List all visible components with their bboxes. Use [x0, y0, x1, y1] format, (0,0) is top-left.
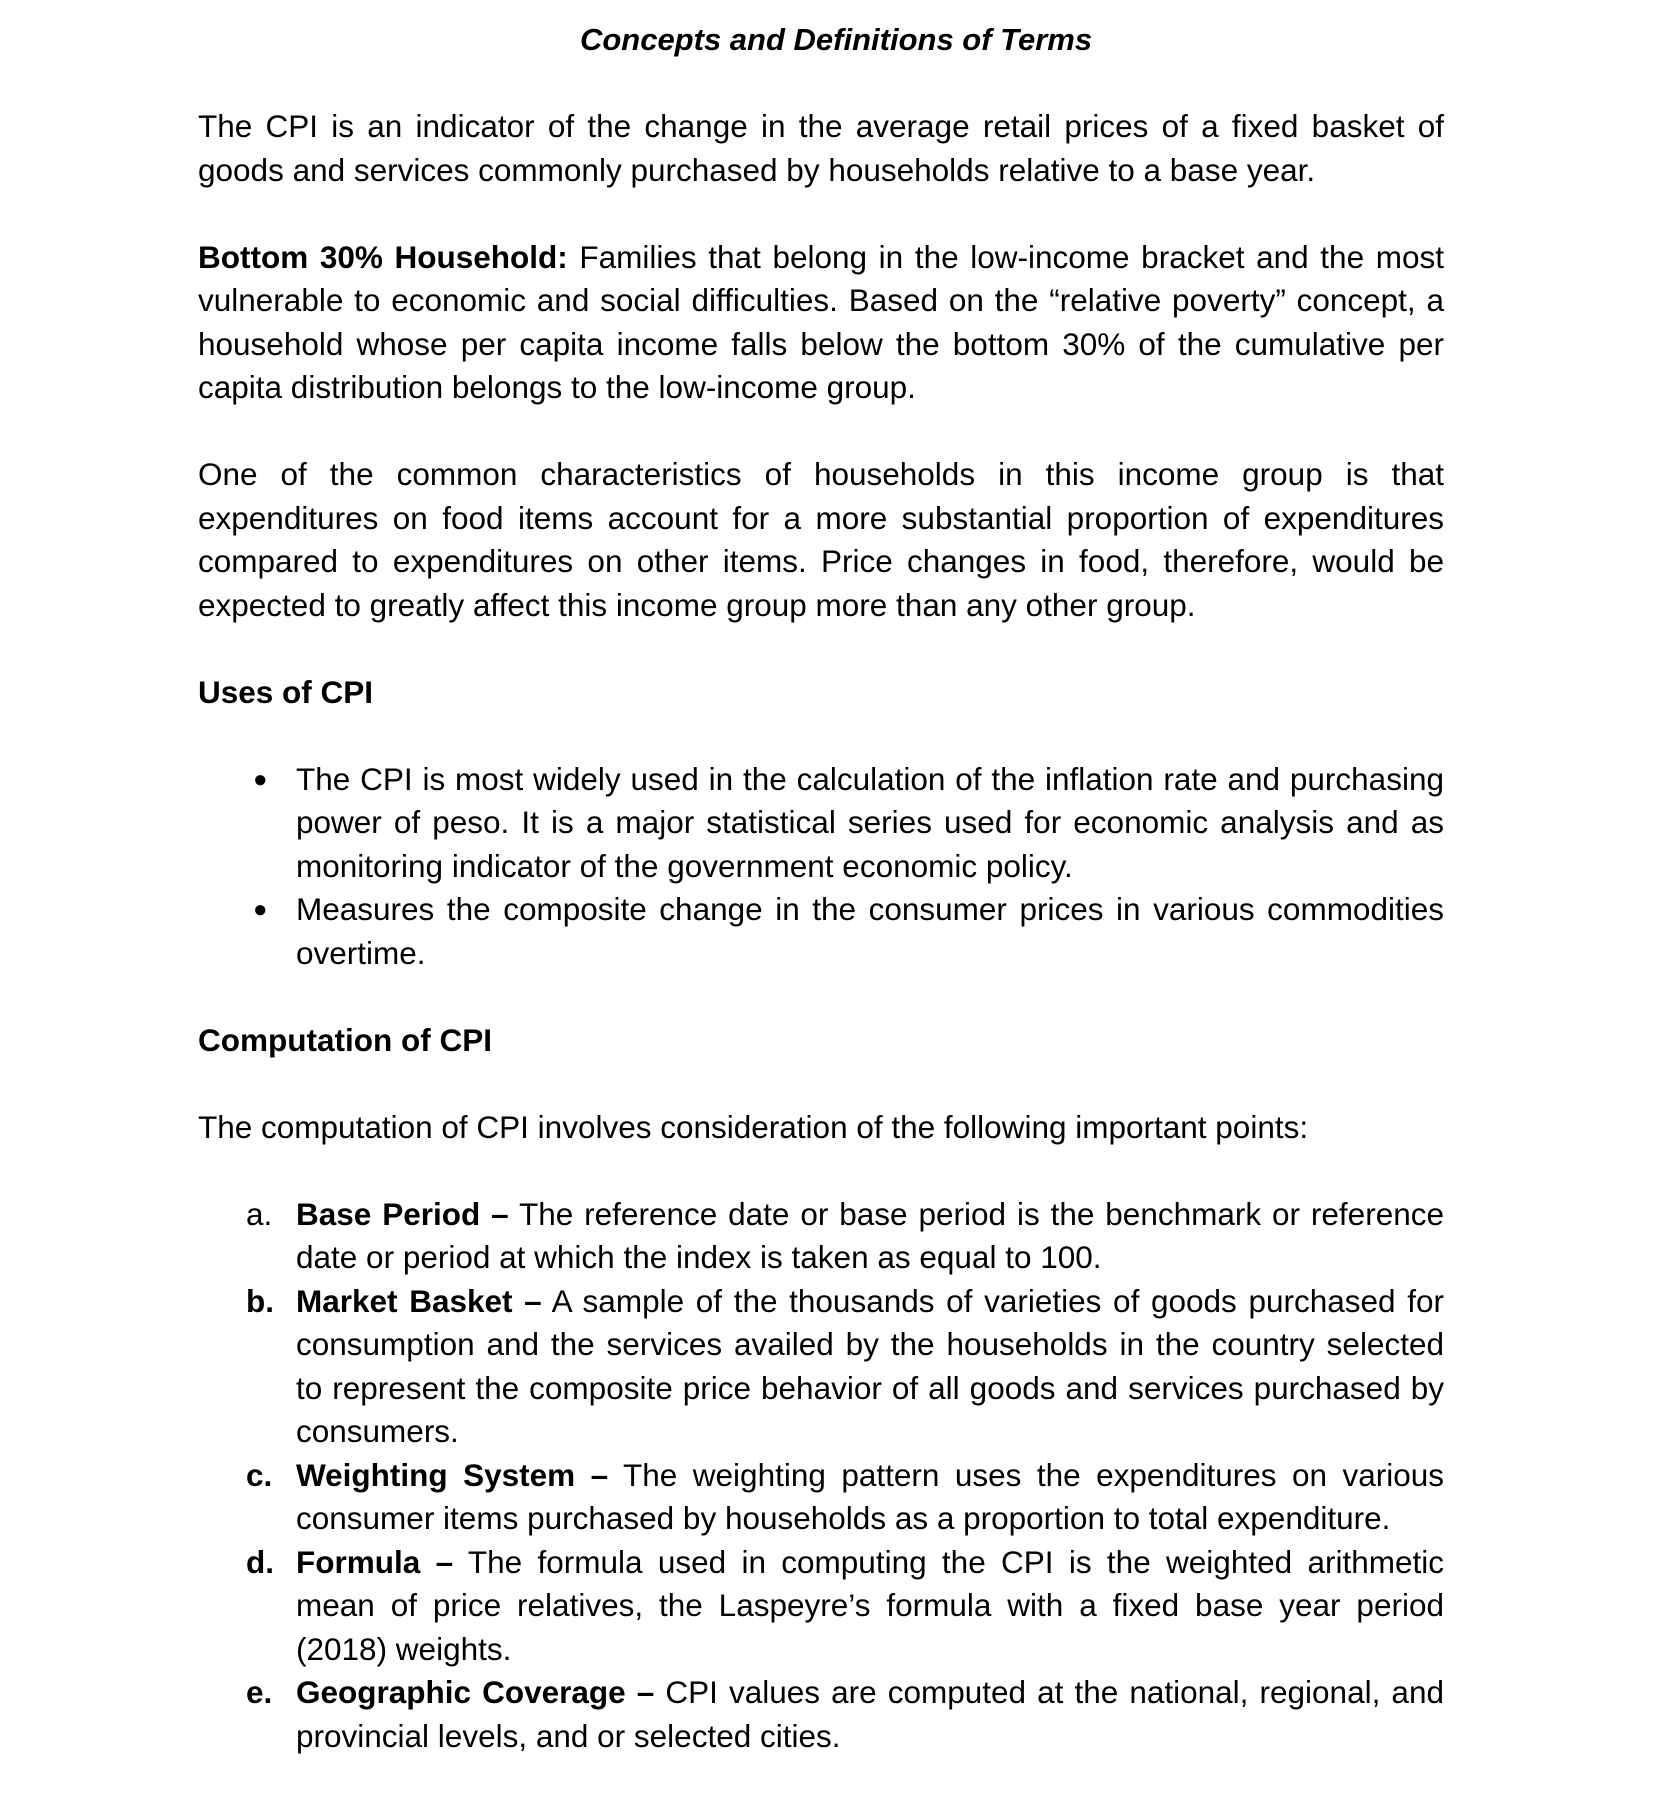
uses-list [198, 758, 1444, 976]
point-text: CPI values are computed at the national, regional, and provincial levels, and or selected cities. [296, 1674, 1444, 1754]
uses-item-text: The CPI is most widely used in the calculation of the inflation rate and purchasing power of peso. It is a major statistical series used for economic analysis and as monitoring indicator of the government economic policy. [296, 760, 1444, 884]
list-item [198, 1193, 1444, 1280]
list-item [198, 1280, 1444, 1454]
computation-intro: The computation of CPI involves consideration of the following important points: [198, 1108, 1309, 1145]
characteristics-paragraph: One of the common characteristics of households in this income group is that expenditures on food items account for a more substantial proportion of expenditures compared to expenditures on other items. Price changes in food, therefore, would be expected to greatly affect this income group more than any other group. [198, 456, 1444, 623]
point-term: Formula – [296, 1543, 454, 1580]
document-page [198, 18, 1444, 1758]
list-item [198, 758, 1444, 889]
point-marker: d. [246, 1543, 274, 1580]
point-term: Geographic Coverage – [296, 1674, 655, 1710]
point-text: The formula used in computing the CPI is the weighted arithmetic mean of price relatives, the Laspeyre’s formula with a fixed base year period (2018) weights. [296, 1543, 1444, 1667]
computation-points [198, 1193, 1444, 1759]
point-marker: a. [246, 1195, 273, 1232]
list-item [198, 888, 1444, 975]
point-marker: c. [246, 1456, 273, 1493]
point-text: The reference date or base period is the benchmark or reference date or period at which the index is taken as equal to 100. [296, 1195, 1444, 1275]
list-item [198, 1671, 1444, 1758]
intro-paragraph: The CPI is an indicator of the change in the average retail prices of a fixed basket of goods and services commonly purchased by households relative to a base year. [198, 108, 1444, 188]
point-marker: b. [246, 1282, 274, 1319]
point-term: Market Basket – [296, 1282, 542, 1319]
list-item [198, 1454, 1444, 1541]
bottom30-text: Families that belong in the low-income bracket and the most vulnerable to economic and social difficulties. Based on the “relative poverty” concept, a household whose per capita income falls below the bottom 30% of the cumulative per capita distribution belongs to the low-income group. [198, 238, 1444, 405]
bullet-icon: ● [253, 765, 268, 793]
list-item [198, 1541, 1444, 1672]
point-term: Weighting System – [296, 1456, 609, 1493]
point-marker: e. [246, 1674, 273, 1710]
point-text: The weighting pattern uses the expenditures on various consumer items purchased by households as a proportion to total expenditure. [296, 1456, 1444, 1536]
page-title: Concepts and Definitions of Terms [579, 22, 1093, 57]
bullet-icon: ● [253, 896, 268, 923]
bottom30-term: Bottom 30% Household: [198, 238, 568, 275]
point-text: A sample of the thousands of varieties of goods purchased for consumption and the services availed by the households in the country selected to represent the composite price behavior of all goods and services purchased by consumers. [296, 1282, 1444, 1449]
point-term: Base Period – [296, 1195, 509, 1232]
computation-heading: Computation of CPI [198, 1021, 492, 1058]
bottom30-paragraph [198, 236, 1444, 410]
uses-item-text: Measures the composite change in the consumer prices in various commodities overtime. [296, 891, 1444, 971]
uses-heading: Uses of CPI [198, 673, 374, 710]
